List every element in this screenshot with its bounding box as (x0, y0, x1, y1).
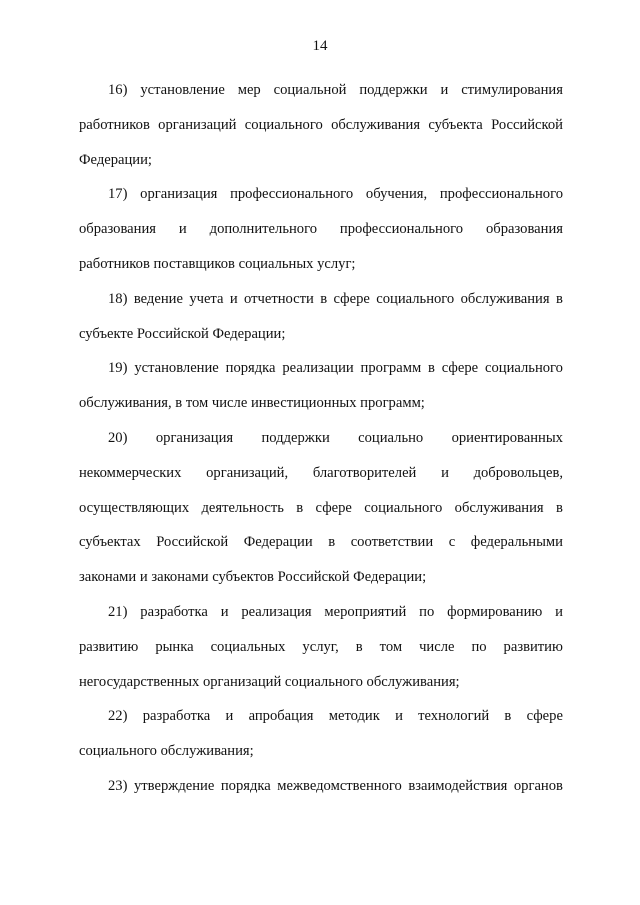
word: дополнительного (209, 221, 317, 238)
word: в (504, 708, 512, 725)
word: 18) (108, 290, 128, 307)
text-line (79, 351, 563, 386)
word: организация (140, 186, 218, 203)
word: социальной (273, 82, 347, 98)
text-line: субъекте Российской Федерации; (79, 325, 286, 342)
text-line (79, 282, 563, 317)
word: осуществляющих (79, 499, 190, 516)
word: органов (513, 777, 563, 794)
list-item-paragraph (79, 351, 563, 421)
text-line: законами и законами субъектов Российской Федерации; (79, 569, 427, 586)
word: и (178, 221, 187, 238)
list-item-paragraph (79, 699, 563, 769)
word: числе (419, 638, 455, 655)
word: 20) (108, 429, 128, 446)
word: профессионального (230, 186, 354, 203)
word: учета (189, 290, 224, 307)
word: и (441, 464, 449, 481)
word: установление (140, 82, 225, 98)
text-line (79, 491, 563, 526)
text-line: социального обслуживания; (79, 743, 254, 760)
list-item-paragraph (79, 769, 563, 804)
word: реализации (282, 360, 354, 377)
word: реализация (241, 603, 312, 620)
word: социально (358, 429, 424, 446)
text-line (79, 177, 563, 212)
word: 21) (108, 603, 128, 620)
document-body (79, 73, 563, 804)
text-line (79, 73, 563, 108)
page-number: 14 (312, 38, 328, 54)
word: в (556, 499, 563, 516)
word: поддержки (261, 429, 330, 446)
word: обслуживания (460, 290, 550, 307)
word: мер (237, 82, 261, 98)
word: ведение (133, 290, 183, 307)
word: межведомственного (277, 777, 402, 794)
word: 19) (108, 360, 128, 377)
word: развитию (503, 638, 563, 655)
word: и (555, 603, 563, 620)
word: развитию (79, 638, 139, 655)
word: поддержки (359, 82, 428, 98)
word: сфере (526, 708, 563, 725)
word: ориентированных (451, 429, 563, 446)
word: 23) (108, 777, 128, 794)
word: соответствии (350, 534, 434, 551)
word: добровольцев, (473, 464, 563, 481)
word: и (395, 708, 403, 725)
word: технологий (418, 708, 490, 725)
text-line: негосударственных организаций социального обслуживания; (79, 673, 460, 690)
word: организаций (158, 116, 237, 133)
word: обучения, (365, 186, 428, 203)
text-line (79, 699, 563, 734)
word: работников (79, 116, 150, 133)
text-line (79, 421, 563, 456)
word: организация (155, 429, 234, 446)
word: по (419, 603, 435, 620)
word: в (555, 290, 563, 307)
word: установление (134, 360, 219, 377)
text-line (79, 769, 563, 804)
text-line: обслуживания, в том числе инвестиционных программ; (79, 395, 425, 412)
word: 17) (108, 186, 128, 203)
text-line (79, 630, 563, 665)
word: социального (364, 499, 443, 516)
word: в (355, 638, 363, 655)
word: сфере (441, 360, 479, 377)
word: сфере (315, 499, 352, 516)
word: 16) (108, 82, 128, 98)
word: рынка (155, 638, 194, 655)
word: том (379, 638, 403, 655)
text-line: Федерации; (79, 151, 152, 168)
word: обслуживания (454, 499, 544, 516)
word: Российской (491, 116, 563, 133)
word: субъекта (428, 116, 483, 133)
word: образования (486, 221, 563, 238)
text-line: работников поставщиков социальных услуг; (79, 255, 356, 272)
list-item-paragraph (79, 282, 563, 352)
word: и (229, 290, 238, 307)
word: с (448, 534, 456, 551)
word: услуг, (302, 638, 339, 655)
word: апробация (248, 708, 314, 725)
list-item-paragraph (79, 421, 563, 595)
word: в (296, 499, 304, 516)
list-item-paragraph (79, 595, 563, 699)
word: образования (79, 221, 156, 238)
word: некоммерческих (79, 464, 182, 481)
word: в (428, 360, 435, 377)
word: профессионального (439, 186, 563, 203)
word: профессионального (339, 221, 464, 238)
word: порядка (220, 777, 271, 794)
list-item-paragraph (79, 73, 563, 177)
word: обслуживания (331, 116, 421, 133)
word: методик (328, 708, 380, 725)
word: разработка (140, 603, 208, 620)
list-item-paragraph (79, 177, 563, 281)
word: сфере (333, 290, 370, 307)
word: деятельность (201, 499, 284, 516)
text-line (79, 456, 563, 491)
word: программ (360, 360, 422, 377)
text-line (79, 212, 563, 247)
word: стимулирования (461, 82, 563, 98)
word: отчетности (244, 290, 314, 307)
word: и (220, 603, 229, 620)
word: по (471, 638, 487, 655)
word: Российской (156, 534, 229, 551)
word: взаимодействия (408, 777, 508, 794)
word: социального (485, 360, 563, 377)
word: утверждение (133, 777, 215, 794)
word: благотворителей (312, 464, 417, 481)
word: социальных (210, 638, 286, 655)
word: Федерации (243, 534, 313, 551)
word: социального (244, 116, 323, 133)
word: субъектах (79, 534, 141, 551)
text-line (79, 595, 563, 630)
word: мероприятий (324, 603, 407, 620)
word: в (328, 534, 336, 551)
word: формированию (447, 603, 543, 620)
word: 22) (108, 708, 128, 725)
word: социального (376, 290, 455, 307)
word: порядка (225, 360, 276, 377)
text-line (79, 525, 563, 560)
word: в (320, 290, 328, 307)
word: организаций, (206, 464, 289, 481)
word: и (225, 708, 234, 725)
word: федеральными (470, 534, 563, 551)
text-line (79, 108, 563, 143)
word: разработка (142, 708, 211, 725)
word: и (440, 82, 449, 98)
